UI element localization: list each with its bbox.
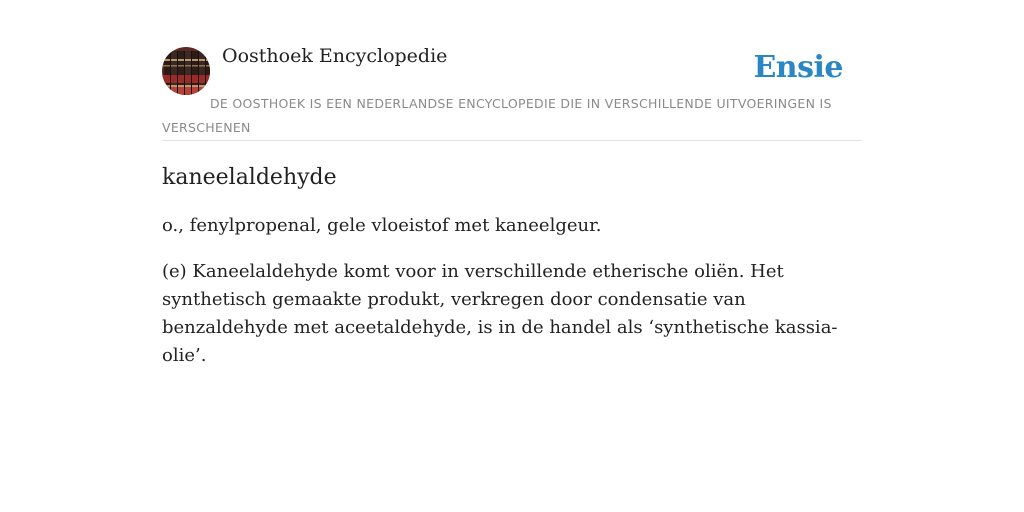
entry-content [162,160,862,370]
source-description: DE OOSTHOEK IS EEN NEDERLANDSE ENCYCLOPEDIE DIE IN VERSCHILLENDE UITVOERINGEN IS VERSCHENEN [162,96,832,135]
ensie-logo[interactable]: Ensie [753,50,843,85]
entry-paragraph: (e) Kaneelaldehyde komt voor in verschillende etherische oliën. Het synthetisch gemaakte produkt, verkregen door condensatie van benzaldehyde met aceetaldehyde, is in de handel als ‘synthetische kassia-olie’. [162,261,838,366]
entry-paragraph: o., fenylpropenal, gele vloeistof met kaneelgeur. [162,215,602,236]
encyclopedia-books-icon[interactable] [162,47,210,95]
source-title[interactable]: Oosthoek Encyclopedie [222,45,448,67]
source-header [162,0,862,141]
entry-headword: kaneelaldehyde [162,165,337,190]
